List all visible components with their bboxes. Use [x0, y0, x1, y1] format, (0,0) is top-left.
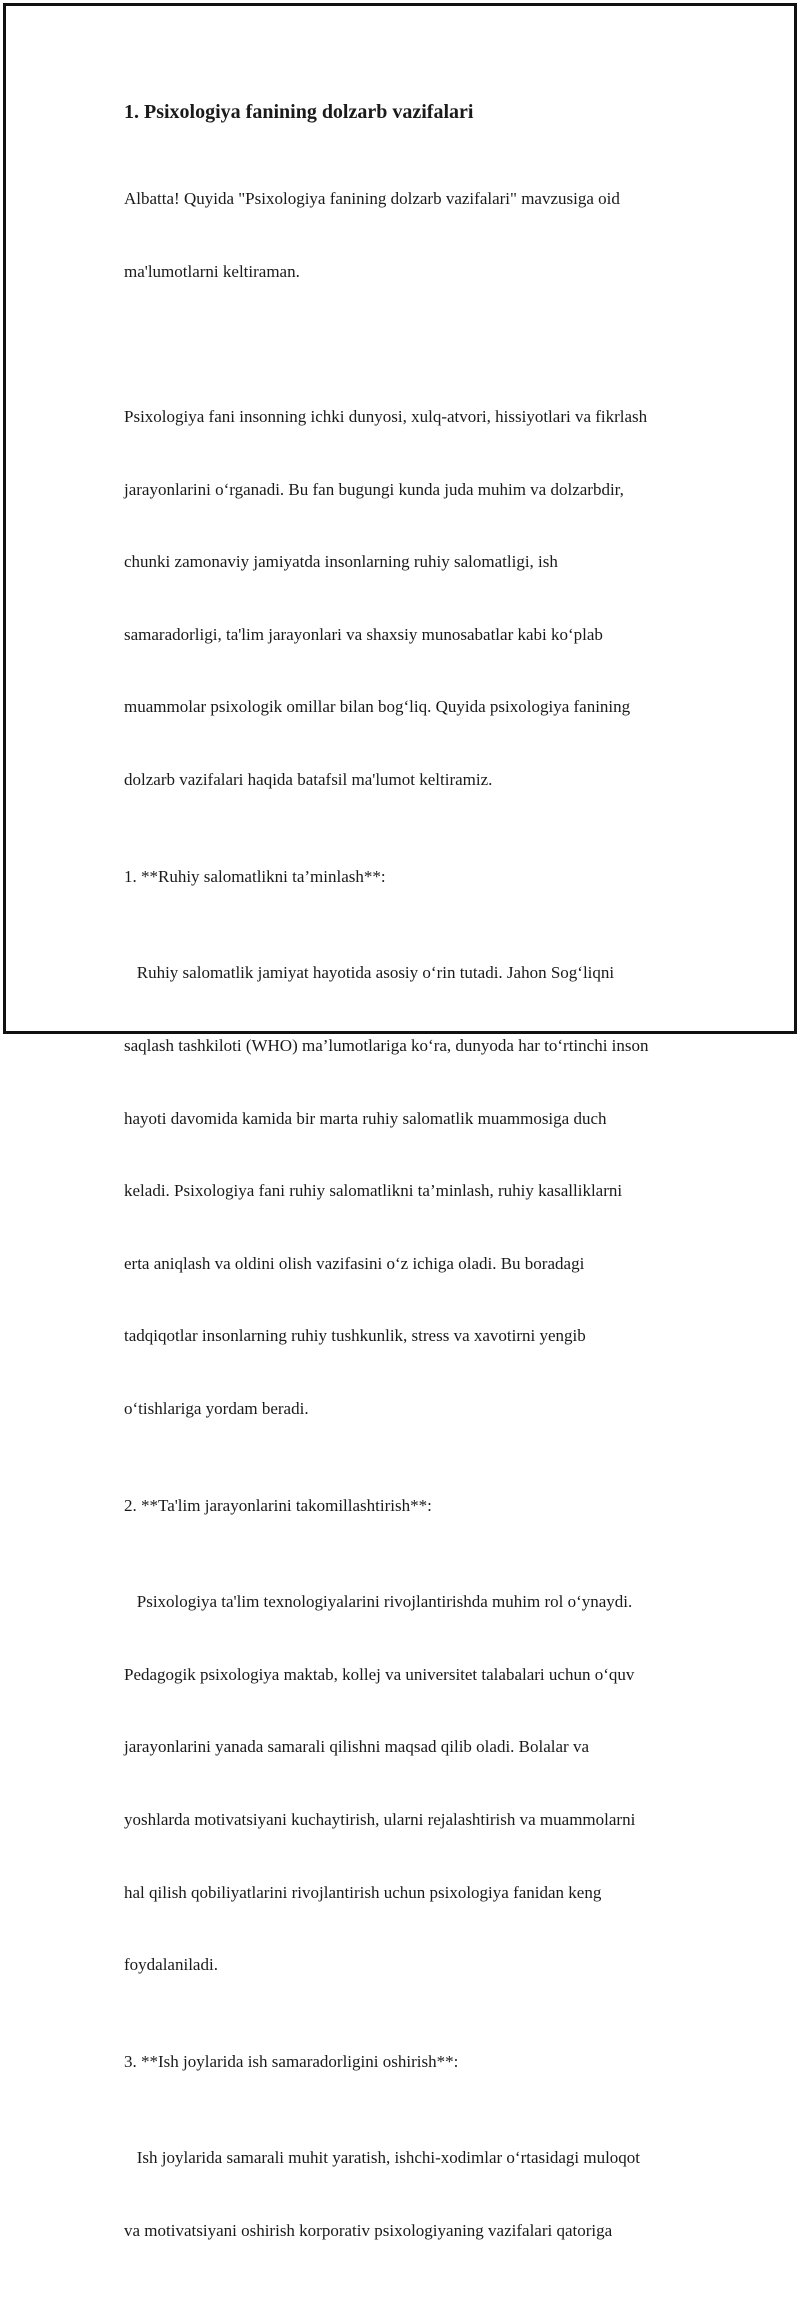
section-1-line: tadqiqotlar insonlarning ruhiy tushkunlik, stress va xavotirni yengib — [124, 1326, 586, 1346]
section-2-line: hal qilish qobiliyatlarini rivojlantirish uchun psixologiya fanidan keng — [124, 1882, 602, 1902]
section-2-line: foydalaniladi. — [124, 1955, 218, 1975]
section-2-line: Psixologiya ta'lim texnologiyalarini rivojlantirishda muhim rol o‘ynaydi. — [124, 1592, 633, 1612]
overview-line: chunki zamonaviy jamiyatda insonlarning ruhiy salomatligi, ish — [124, 552, 558, 572]
overview-line: dolzarb vazifalari haqida batafsil ma'lumot keltiramiz. — [124, 770, 493, 790]
overview-line: muammolar psixologik omillar bilan bog‘liq. Quyida psixologiya fanining — [124, 697, 631, 717]
section-3-paragraph — [124, 2098, 704, 2292]
document-page — [124, 98, 704, 2316]
overview-line: samaradorligi, ta'lim jarayonlari va shaxsiy munosabatlar kabi ko‘plab — [124, 624, 603, 644]
section-2-line: yoshlarda motivatsiyani kuchaytirish, ularni rejalashtirish va muammolarni — [124, 1810, 636, 1829]
intro-paragraph — [124, 139, 704, 333]
section-1-line: o‘tishlariga yordam beradi. — [124, 1398, 309, 1418]
section-1-line: erta aniqlash va oldini olish vazifasini o‘z ichiga oladi. Bu boradagi — [124, 1253, 585, 1273]
overview-line: Psixologiya fani insonning ichki dunyosi, xulq-atvori, hissiyotlari va fikrlash — [124, 407, 648, 427]
section-1-line: keladi. Psixologiya fani ruhiy salomatlikni ta’minlash, ruhiy kasalliklarni — [124, 1181, 623, 1201]
section-1-line: saqlash tashkiloti (WHO) ma’lumotlariga ko‘ra, dunyoda har to‘rtinchi inson — [124, 1035, 649, 1055]
section-1-line: hayoti davomida kamida bir marta ruhiy salomatlik muammosiga duch — [124, 1108, 607, 1128]
section-3-line: va motivatsiyani oshirish korporativ psixologiyaning vazifalari qatoriga — [124, 2221, 613, 2241]
section-1-line: Ruhiy salomatlik jamiyat hayotida asosiy o‘rin tutadi. Jahon Sog‘liqni — [124, 963, 615, 983]
overview-paragraph — [124, 357, 704, 841]
section-2-paragraph — [124, 1542, 704, 2026]
section-3-heading: 3. **Ish joylarida ish samaradorligini oshirish**: — [124, 2051, 459, 2071]
intro-line: ma'lumotlarni keltiraman. — [124, 262, 300, 282]
section-2-heading: 2. **Ta'lim jarayonlarini takomillashtirish**: — [124, 1495, 432, 1515]
page-frame — [3, 3, 797, 2241]
overview-line: jarayonlarini o‘rganadi. Bu fan bugungi kunda juda muhim va dolzarbdir, — [124, 479, 624, 499]
section-3-line: Ish joylarida samarali muhit yaratish, ishchi-xodimlar o‘rtasidagi muloqot — [124, 2148, 641, 2168]
section-1-paragraph — [124, 913, 704, 1470]
section-2-line: Pedagogik psixologiya maktab, kollej va universitet talabalari uchun o‘quv — [124, 1664, 635, 1684]
section-1-heading: 1. **Ruhiy salomatlikni ta’minlash**: — [124, 866, 386, 886]
document-title: 1. Psixologiya fanining dolzarb vazifalari — [124, 101, 474, 123]
intro-line: Albatta! Quyida "Psixologiya fanining dolzarb vazifalari" mavzusiga oid — [124, 189, 620, 209]
section-2-line: jarayonlarini yanada samarali qilishni maqsad qilib oladi. Bolalar va — [124, 1737, 590, 1757]
